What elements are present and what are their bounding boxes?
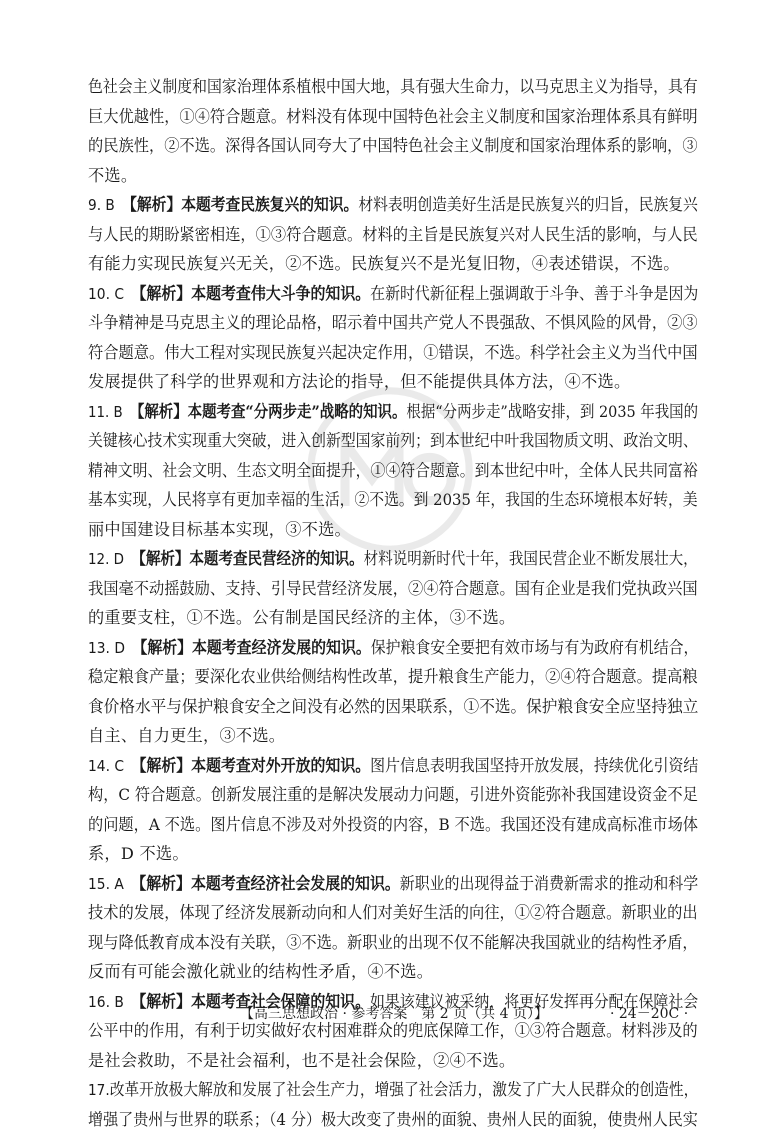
text-line: 符合题意。伟大工程对实现民族复兴起决定作用，①错误，不选。科学社会主义为当代中国 (88, 338, 662, 368)
answer-item (88, 544, 698, 633)
answer-item (88, 190, 698, 279)
question-number: 11. B (88, 398, 123, 428)
analysis-tag: 【解析】 (122, 195, 181, 214)
text-line: 的重要支柱，①不选。公有制是国民经济的主体，③不选。 (88, 603, 698, 633)
answer-list (88, 190, 698, 1134)
question-number: 13. D (88, 634, 125, 664)
answer-first-line (88, 1075, 643, 1105)
answer-first-line (88, 190, 644, 220)
text-line: 是社会救助，不是社会福利，也不是社会保险，②④不选。 (88, 1046, 698, 1076)
question-number: 14. C (88, 752, 124, 782)
answer-text: 在新时代新征程上强调敢于斗争、善于斗争是因为 (370, 284, 698, 303)
text-line: 技术的发展，体现了经济发展新动向和人们对美好生活的向往，①②符合题意。新职业的出 (88, 898, 662, 928)
footer-code: · 24－20C · (610, 1003, 688, 1023)
analysis-tag: 【解析】 (130, 402, 188, 421)
topic-heading: 本题考查民营经济的知识。 (189, 549, 363, 568)
question-number: 10. C (88, 280, 124, 310)
answer-text: 新职业的出现得益于消费新需求的推动和科学 (400, 874, 698, 893)
answer-first-line (88, 633, 649, 663)
text-line: 反而有可能会激化就业的结构性矛盾，④不选。 (88, 957, 698, 987)
question-number: 12. D (88, 545, 124, 575)
answer-first-line (88, 544, 635, 574)
text-line: 公平中的作用，有利于切实做好农村困难群众的兜底保障工作，①③符合题意。材料涉及的 (88, 1016, 662, 1046)
intro-paragraph (88, 72, 698, 190)
question-number: 9. B (88, 191, 115, 221)
text-line: 与人民的期盼紧密相连，①③符合题意。材料的主旨是民族复兴对人民生活的影响，与人民 (88, 220, 662, 250)
text-line: 食价格水平与保护粮食安全之间没有必然的因果联系，①不选。保护粮食安全应坚持独立 (88, 692, 678, 722)
page-footer (0, 1003, 764, 1025)
text-line: 稳定粮食产量；要深化农业供给侧结构性改革，提升粮食生产能力，②④符合题意。提高粮 (88, 662, 662, 692)
text-line: 系，D 不选。 (88, 839, 698, 869)
text-line: 斗争精神是马克思主义的理论品格，昭示着中国共产党人不畏强敌、不惧风险的风骨，②③ (88, 308, 662, 338)
text-line: 构，C 符合题意。创新发展注重的是解决发展动力问题，引进外资能弥补我国建设资金不足 (88, 780, 661, 810)
answer-item (88, 633, 698, 751)
answer-item (88, 1075, 698, 1134)
text-line: 关键核心技术实现重大突破，进入创新型国家前列；到本世纪中叶我国物质文明、政治文明、 (88, 426, 648, 456)
text-line: 丽中国建设目标基本实现，③不选。 (88, 515, 698, 545)
question-number: 15. A (88, 870, 124, 900)
topic-heading: 本题考查经济社会发展的知识。 (191, 874, 400, 893)
text-line: 巨大优越性，①④符合题意。材料没有体现中国特色社会主义制度和国家治理体系具有鲜明 (88, 102, 662, 132)
analysis-tag: 【解析】 (131, 756, 191, 775)
text-line: 不选。 (88, 161, 698, 191)
answer-text: 材料表明创造美好生活是民族复兴的归旨，民族复兴 (358, 195, 697, 214)
text-line: 发展提供了科学的世界观和方法论的指导，但不能提供具体方法，④不选。 (88, 367, 698, 397)
answer-first-line (88, 279, 650, 309)
analysis-tag: 【解析】 (132, 638, 192, 657)
answer-text: 保护粮食安全要把有效市场与有为政府有机结合， (371, 638, 699, 657)
question-number: 16. B (88, 988, 124, 1018)
answer-first-line (88, 751, 650, 781)
text-line: 基本实现，人民将享有更加幸福的生活，②不选。到 2035 年，我国的生态环境根本好转，美 (88, 485, 646, 515)
answer-text: 根据“分两步走”战略安排，到 2035 年我国的 (406, 402, 698, 421)
answer-item (88, 869, 698, 987)
text-line: 色社会主义制度和国家治理体系植根中国大地，具有强大生命力，以马克思主义为指导，具有 (88, 72, 648, 102)
analysis-tag: 【解析】 (131, 549, 189, 568)
text-line: 的问题，A 不选。图片信息不涉及对外投资的内容，B 不选。我国还没有建成高标准市场体 (88, 810, 661, 840)
question-number: 17. (88, 1076, 110, 1106)
answer-content (88, 72, 698, 1134)
topic-heading: 本题考查社会保障的知识。 (191, 992, 370, 1011)
topic-heading: 本题考查民族复兴的知识。 (181, 195, 358, 214)
text-line: 增强了贵州与世界的联系；（4 分）极大改变了贵州的面貌、贵州人民的面貌，使贵州人民实 (88, 1105, 656, 1134)
answer-text: 材料说明新时代十年，我国民营企业不断发展壮大， (364, 549, 698, 568)
text-line: 现与降低教育成本没有关联，③不选。新职业的出现不仅不能解决我国就业的结构性矛盾， (88, 928, 662, 958)
analysis-tag: 【解析】 (131, 284, 191, 303)
answer-item (88, 397, 698, 545)
text-line: 的民族性，②不选。深得各国认同夸大了中国特色社会主义制度和国家治理体系的影响，③ (88, 131, 662, 161)
answer-first-line (88, 869, 650, 899)
footer-title: 【高三思想政治 · 参考答案 第 2 页（共 4 页）】 (240, 1003, 548, 1023)
analysis-tag: 【解析】 (131, 874, 191, 893)
text-line: 我国毫不动摇鼓励、支持、引导民营经济发展，②④符合题意。国有企业是我们党执政兴国 (88, 574, 662, 604)
text-line: 有能力实现民族复兴无关，②不选。民族复兴不是光复旧物，④表述错误，不选。 (88, 249, 698, 279)
answer-first-line (88, 397, 632, 427)
answer-text: 图片信息表明我国坚持开放发展，持续优化引资结 (370, 756, 698, 775)
topic-heading: 本题考查伟大斗争的知识。 (191, 284, 370, 303)
answer-text: 改革开放极大解放和发展了社会生产力，增强了社会活力，激发了广大人民群众的创造性， (110, 1080, 699, 1099)
answer-item (88, 751, 698, 869)
answer-item (88, 279, 698, 397)
analysis-tag: 【解析】 (131, 992, 191, 1011)
topic-heading: 本题考查对外开放的知识。 (191, 756, 370, 775)
topic-heading: 本题考查“分两步走”战略的知识。 (188, 402, 407, 421)
answer-text: 如果该建议被采纳，将更好发挥再分配在保障社会 (370, 992, 698, 1011)
text-line: 精神文明、社会文明、生态文明全面提升，①④符合题意。到本世纪中叶，全体人民共同富裕 (88, 456, 648, 486)
text-line: 自主、自力更生，③不选。 (88, 721, 698, 751)
topic-heading: 本题考查经济发展的知识。 (192, 638, 371, 657)
answer-item (88, 987, 698, 1076)
